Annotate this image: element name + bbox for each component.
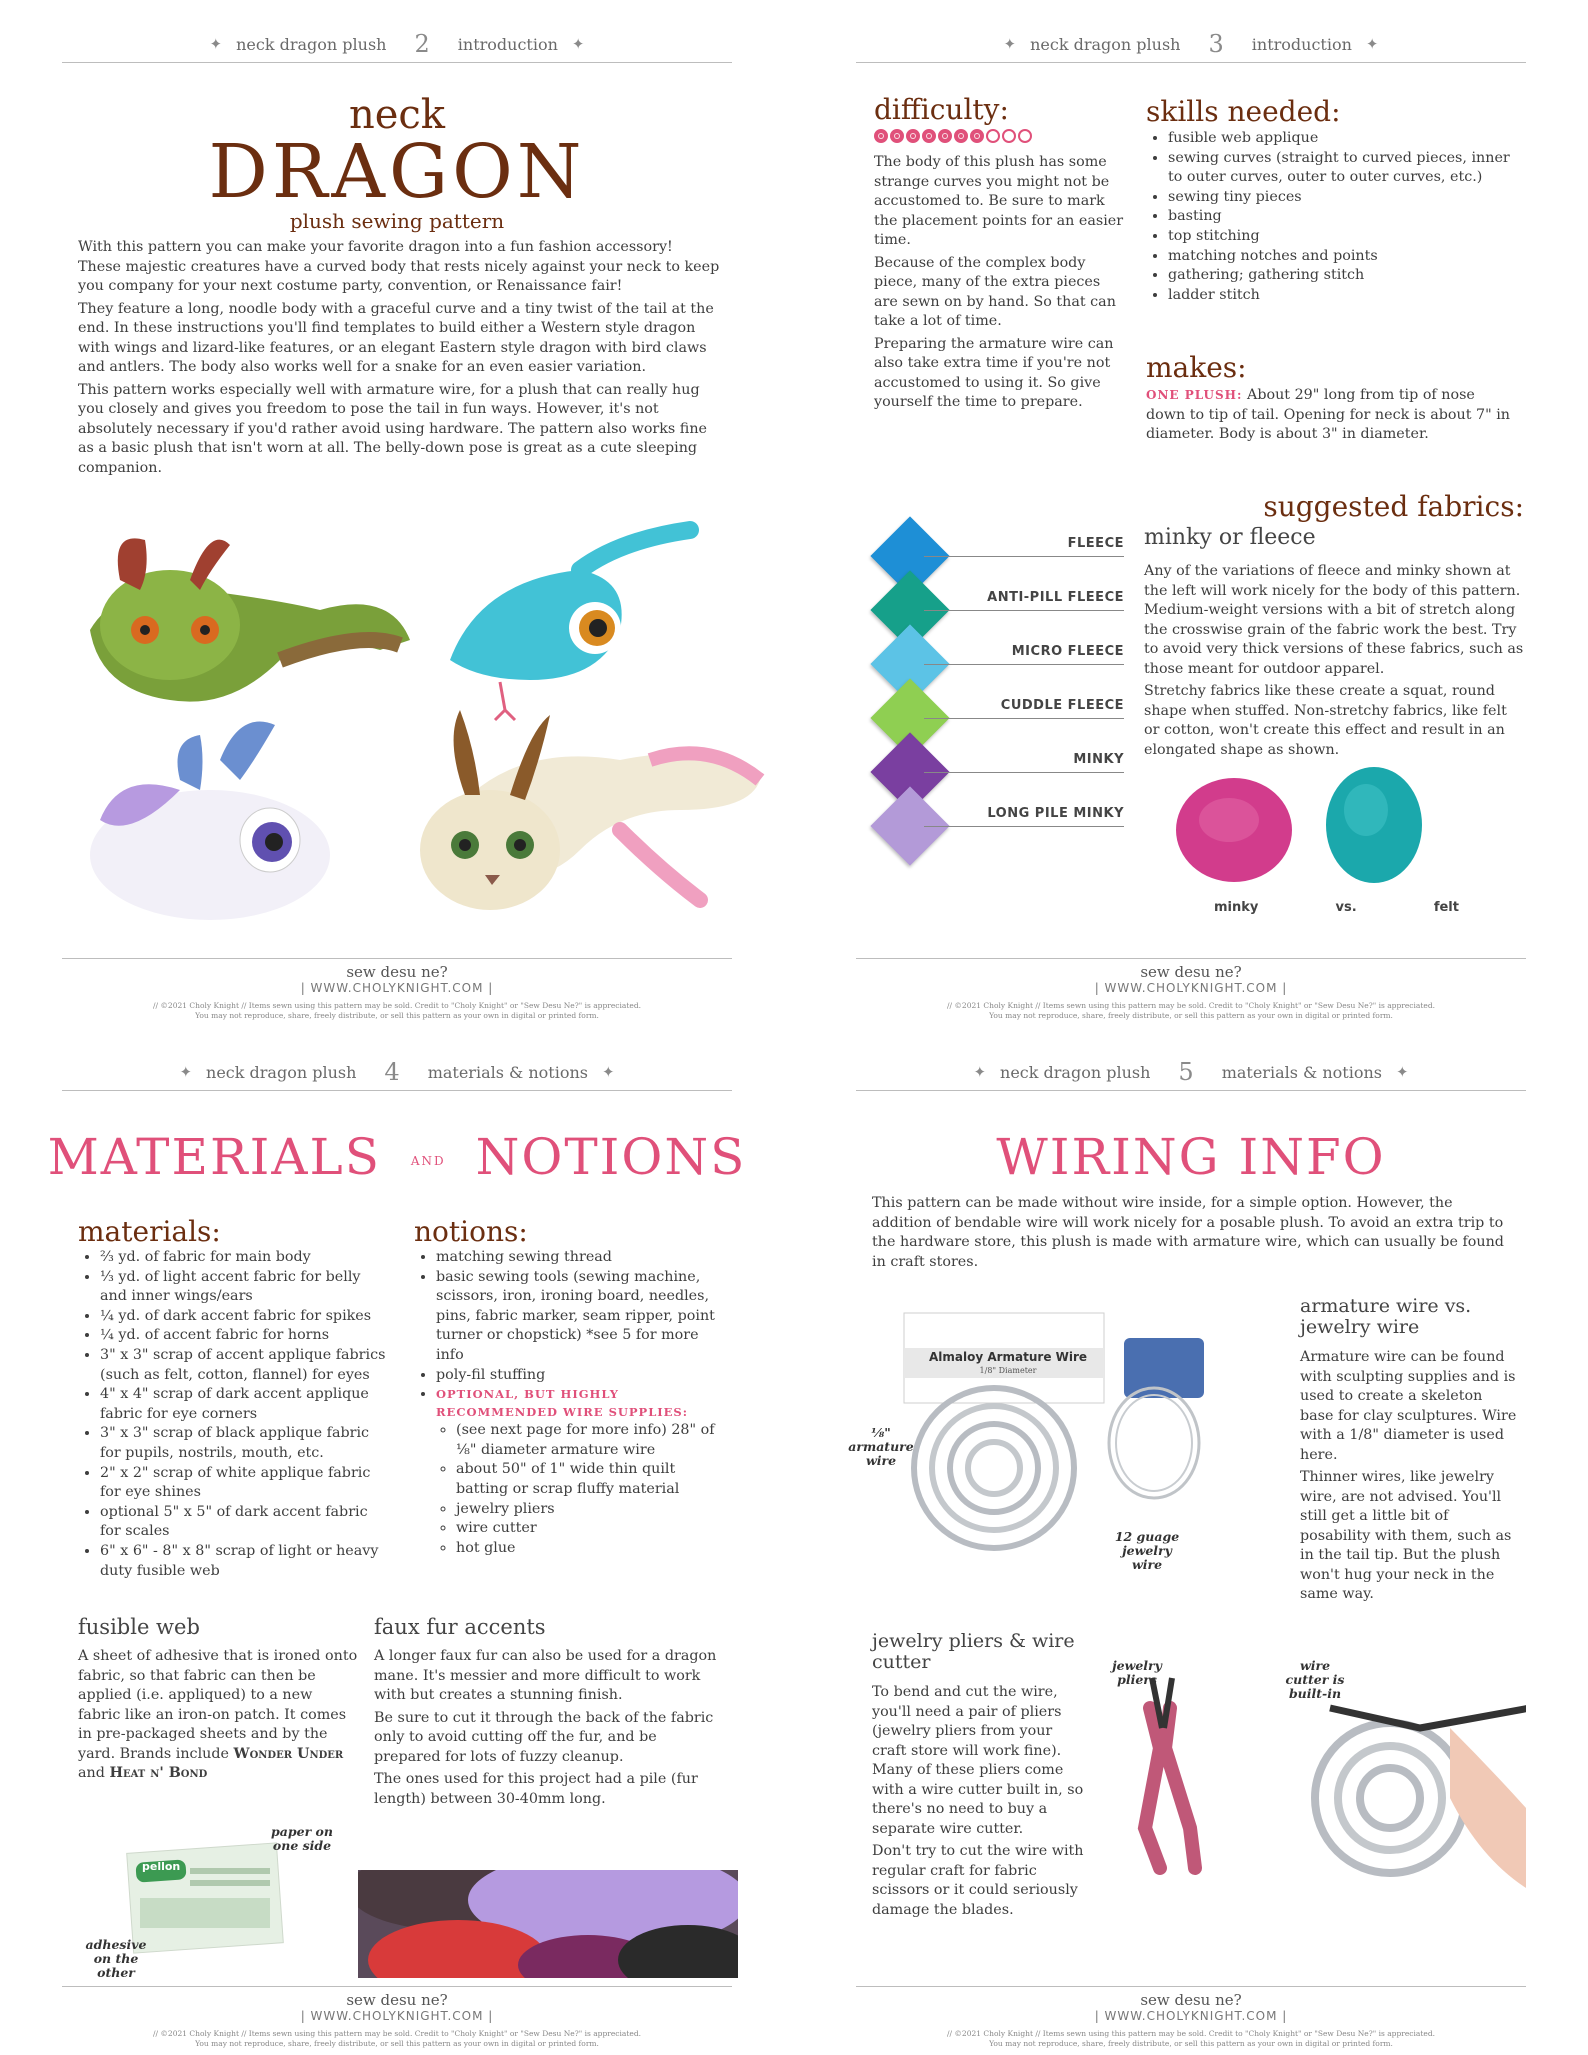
faux-fur-photo (358, 1870, 738, 1978)
page-title (0, 92, 794, 233)
list-item: • matching notches and points (1168, 247, 1526, 267)
callout-cutter: wire cutter is built-in (1285, 1658, 1345, 1701)
list-item: ◦ (see next page for more info) 28" of ⅛" diameter armature wire (456, 1421, 724, 1460)
fabrics-text (1144, 562, 1524, 763)
ornament-icon: ✦ (601, 1063, 615, 1081)
title-and: AND (410, 1154, 446, 1168)
rating-button-icon (938, 129, 952, 143)
page-footer (62, 958, 732, 1021)
list-item: • 3" x 3" scrap of black applique fabric for pupils, nostrils, mouth, etc. (100, 1424, 388, 1463)
ornament-icon: ✦ (973, 1063, 987, 1081)
paragraph: Be sure to cut it through the back of the fabric only to avoid cutting off the fur, and be prepared for lots of fuzzy cleanup. (374, 1709, 714, 1765)
dragon-photos (60, 510, 790, 950)
title-a: MATERIALS (47, 1128, 381, 1186)
label-minky: minky (1214, 900, 1259, 915)
page-title: WIRING INFO (996, 1128, 1386, 1186)
makes-value: About 29" long from tip of nose down to tip of tail. Opening for neck is about 7" in diameter. Body is about 3" in diameter. (1146, 387, 1511, 442)
header-right: introduction (457, 34, 558, 54)
page-header (62, 26, 732, 63)
makes-label: ONE PLUSH: (1146, 388, 1243, 402)
rating-button-icon (1002, 129, 1016, 143)
materials-title: materials: (78, 1215, 221, 1248)
optional-list (414, 1385, 724, 1558)
optional-label: OPTIONAL, BUT HIGHLY RECOMMENDED WIRE SUPPLIES: (436, 1387, 688, 1420)
white-dragon-photo (90, 722, 330, 920)
header-left: neck dragon plush (236, 34, 387, 54)
list-item: • 4" x 4" scrap of dark accent applique fabric for eye corners (100, 1385, 388, 1424)
ornament-icon: ✦ (209, 35, 223, 53)
paragraph: The ones used for this project had a pile (fur length) between 30-40mm long. (374, 1771, 698, 1807)
notions-list (414, 1248, 724, 1385)
cream-dragon-photo (420, 710, 760, 910)
rating-button-icon (1018, 129, 1032, 143)
wiring-intro: This pattern can be made without wire inside, for a simple option. However, the addition of bendable wire will work nicely for a posable plush. To avoid an extra trip to the hardware store, this plush is made with armature wire, which can usually be found in craft stores. (872, 1195, 1504, 1270)
armature-title: armature wire vs. jewelry wire (1300, 1295, 1472, 1338)
fusible-title: fusible web (78, 1615, 200, 1639)
page-number: 5 (1178, 1058, 1194, 1086)
label-vs: vs. (1335, 900, 1357, 915)
paragraph: Thinner wires, like jewelry wire, are not advised. You'll still get a little bit of posability with them, such as in the tail tip. But the plush won't hug your neck in the same way. (1300, 1469, 1512, 1602)
footer-brand: sew desu ne? (346, 963, 448, 981)
rating-button-icon (970, 129, 984, 143)
page-number: 3 (1208, 30, 1224, 58)
page-footer (856, 958, 1526, 1021)
list-item: • sewing tiny pieces (1168, 188, 1526, 208)
fusible-and: and (78, 1765, 105, 1781)
list-item: ◦ about 50" of 1" wide thin quilt batting or scrap fluffy material (456, 1460, 724, 1499)
list-item: • 3" x 3" scrap of accent applique fabrics (such as felt, cotton, flannel) for eyes (100, 1346, 388, 1385)
difficulty-text (874, 153, 1124, 413)
footer-legal: You may not reproduce, share, freely distribute, or sell this pattern as your own in digital or printed form. (195, 1011, 599, 1020)
paragraph: Don't try to cut the wire with regular craft for fabric scissors or it could seriously damage the blades. (872, 1843, 1084, 1918)
page-number: 4 (384, 1058, 400, 1086)
ornament-icon: ✦ (1003, 35, 1017, 53)
page-title (0, 1128, 794, 1186)
fabric-swatch-label: MINKY (1073, 752, 1124, 767)
footer-legal: // ©2021 Choly Knight // Items sewn using this pattern may be sold. Credit to "Choly Knight" or "Sew Desu Ne?" is appreciated. (152, 2029, 642, 2038)
faux-section (374, 1615, 719, 1812)
footer-site: | WWW.CHOLYKNIGHT.COM | (300, 981, 494, 995)
rating-button-icon (874, 129, 888, 143)
pellon-brand: pellon (142, 1860, 181, 1873)
paragraph: Because of the complex body piece, many of the extra pieces are sewn on by hand. So that can take a lot of time. (874, 254, 1116, 329)
compare-labels (1194, 900, 1494, 915)
title-line1: neck (348, 92, 446, 138)
header-right: materials & notions (1221, 1062, 1382, 1082)
page-footer (62, 1986, 732, 2049)
header-left: neck dragon plush (206, 1062, 357, 1082)
intro-text (78, 238, 720, 481)
list-item: ◦ jewelry pliers (456, 1500, 724, 1520)
materials-section (78, 1216, 388, 1581)
paragraph: With this pattern you can make your favorite dragon into a fun fashion accessory! These majestic creatures have a curved body that rests nicely against your neck to keep you company for your next costume party, convention, or Renaissance fair! (78, 239, 720, 294)
page-header (62, 1054, 732, 1091)
paragraph: Armature wire can be found with sculpting supplies and is used to create a skeleton base for clay sculptures. Wire with a 1/8" diameter is used here. (1300, 1349, 1517, 1463)
list-item: • basic sewing tools (sewing machine, scissors, iron, ironing board, needles, pins, fabric marker, seam ripper, point turner or chopstick) *see 5 for more info (436, 1268, 724, 1366)
ornament-icon: ✦ (179, 1063, 193, 1081)
list-item: • optional 5" x 5" of dark accent fabric for scales (100, 1503, 388, 1542)
swatch-leader-line (924, 556, 1124, 557)
header-left: neck dragon plush (1000, 1062, 1151, 1082)
paragraph: Stretchy fabrics like these create a squat, round shape when stuffed. Non-stretchy fabrics, like felt or cotton, won't create this effect and result in an elongated shape as shown. (1144, 683, 1507, 758)
list-item: • basting (1168, 207, 1526, 227)
paragraph: The body of this plush has some strange curves you might not be accustomed to. Be sure to mark the placement points for an easier time. (874, 154, 1124, 248)
fabric-swatch-label: ANTI-PILL FLEECE (987, 590, 1124, 605)
paragraph: To bend and cut the wire, you'll need a pair of pliers (jewelry pliers from your craft store will work fine). Many of these pliers come with a wire cutter built in, so there's no need to buy a separate wire cutter. (872, 1684, 1084, 1837)
minky-vs-felt-photo (1154, 765, 1534, 895)
header-left: neck dragon plush (1030, 34, 1181, 54)
ornament-icon: ✦ (571, 35, 585, 53)
list-item: • ¼ yd. of accent fabric for horns (100, 1326, 388, 1346)
callout-pliers: jewelry pliers (1112, 1658, 1162, 1687)
fabrics-title: suggested fabrics: (1263, 490, 1524, 523)
page-3 (794, 0, 1588, 1027)
footer-brand: sew desu ne? (346, 1991, 448, 2009)
skills-title: skills needed: (1146, 95, 1341, 128)
difficulty-section (874, 95, 1124, 416)
pkg-sub: 1/8" Diameter (979, 1366, 1037, 1375)
brand-heat-n-bond: Heat n' Bond (109, 1765, 208, 1781)
swatch-leader-line (924, 718, 1124, 719)
ornament-icon: ✦ (1365, 35, 1379, 53)
makes-text (1146, 386, 1516, 445)
list-item: ◦ wire cutter (456, 1519, 724, 1539)
wire-list (436, 1421, 724, 1558)
rating-button-icon (954, 129, 968, 143)
fusible-text (78, 1647, 358, 1784)
footer-legal: // ©2021 Choly Knight // Items sewn using this pattern may be sold. Credit to "Choly Knight" or "Sew Desu Ne?" is appreciated. (946, 2029, 1436, 2038)
fabric-swatch-row (864, 790, 1134, 854)
page-number: 2 (414, 30, 430, 58)
list-item: ◦ hot glue (456, 1539, 724, 1559)
list-item: • 6" x 6" - 8" x 8" scrap of light or heavy duty fusible web (100, 1542, 388, 1581)
armature-section (1300, 1296, 1520, 1608)
footer-legal: You may not reproduce, share, freely distribute, or sell this pattern as your own in digital or printed form. (989, 1011, 1393, 1020)
paragraph: Preparing the armature wire can also take extra time if you're not accustomed to using it. So give yourself the time to prepare. (874, 335, 1114, 410)
list-item: • ¼ yd. of dark accent fabric for spikes (100, 1307, 388, 1327)
paragraph: A longer faux fur can also be used for a dragon mane. It's messier and more difficult to work with but creates a stunning finish. (374, 1648, 717, 1703)
footer-brand: sew desu ne? (1140, 1991, 1242, 2009)
footer-site: | WWW.CHOLYKNIGHT.COM | (1094, 2009, 1288, 2023)
armature-text (1300, 1348, 1520, 1605)
page-header (856, 26, 1526, 63)
faux-text (374, 1647, 719, 1809)
list-item: • sewing curves (straight to curved pieces, inner to outer curves, outer to outer curves, etc.) (1168, 149, 1526, 188)
swatch-leader-line (924, 664, 1124, 665)
list-item: • ⅓ yd. of light accent fabric for belly and inner wings/ears (100, 1268, 388, 1307)
callout-adhesive: adhesive on the other (85, 1937, 147, 1980)
header-right: introduction (1251, 34, 1352, 54)
faux-title: faux fur accents (374, 1615, 546, 1639)
brand-wonder-under: Wonder Under (233, 1745, 344, 1762)
pliers-photo (1090, 1668, 1526, 1888)
swatch-leader-line (924, 826, 1124, 827)
pliers-text (872, 1683, 1087, 1920)
header-right: materials & notions (427, 1062, 588, 1082)
fabric-swatch-label: FLEECE (1067, 536, 1124, 551)
blue-snake-photo (450, 530, 690, 720)
footer-legal: // ©2021 Choly Knight // Items sewn using this pattern may be sold. Credit to "Choly Knight" or "Sew Desu Ne?" is appreciated. (946, 1001, 1436, 1010)
paragraph: They feature a long, noodle body with a graceful curve and a tiny twist of the tail at the end. In these instructions you'll find templates to build either a Western style dragon with wings and lizard-like features, or an elegant Eastern style dragon with bird claws and antlers. The body also works well for a snake for an even easier variation. (78, 300, 714, 375)
notions-title: notions: (414, 1215, 528, 1248)
page-5 (794, 1028, 1588, 2055)
list-item (436, 1385, 724, 1558)
list-item: • poly-fil stuffing (436, 1366, 724, 1386)
pkg-label: Almaloy Armature Wire (928, 1350, 1088, 1364)
footer-legal: You may not reproduce, share, freely distribute, or sell this pattern as your own in digital or printed form. (195, 2039, 599, 2048)
list-item: • ladder stitch (1168, 286, 1526, 306)
page-footer (856, 1986, 1526, 2049)
callout-jewelry-wire: 12 guage jewelry wire (1114, 1529, 1180, 1572)
list-item: • gathering; gathering stitch (1168, 266, 1526, 286)
page-2 (0, 0, 794, 1027)
paragraph: This pattern works especially well with armature wire, for a plush that can really hug you closely and gives you freedom to pose the tail in fun ways. However, it's not absolutely necessary if you'd rather avoid using hardware. The pattern also works fine as a basic plush that isn't worn at all. The belly-down pose is great as a cute sleeping companion. (78, 381, 708, 476)
fabric-swatch-label: CUDDLE FLEECE (1000, 698, 1124, 713)
rating-button-icon (890, 129, 904, 143)
page-4 (0, 1028, 794, 2055)
list-item: • 2" x 2" scrap of white applique fabric for eye shines (100, 1464, 388, 1503)
pliers-title: jewelry pliers & wire cutter (872, 1630, 1075, 1673)
rating-button-icon (986, 129, 1000, 143)
page-header (856, 1054, 1526, 1091)
materials-list (78, 1248, 388, 1581)
rating-button-icon (906, 129, 920, 143)
list-item: • fusible web applique (1168, 129, 1526, 149)
makes-title: makes: (1146, 351, 1247, 384)
notions-section (414, 1216, 724, 1558)
footer-legal: You may not reproduce, share, freely distribute, or sell this pattern as your own in digital or printed form. (989, 2039, 1393, 2048)
callout-paper: paper on one side (271, 1824, 333, 1853)
fabric-swatch-label: LONG PILE MINKY (987, 806, 1124, 821)
footer-brand: sew desu ne? (1140, 963, 1242, 981)
callout-armature: ⅛" armature wire (848, 1425, 914, 1468)
footer-legal: // ©2021 Choly Knight // Items sewn using this pattern may be sold. Credit to "Choly Knight" or "Sew Desu Ne?" is appreciated. (152, 1001, 642, 1010)
label-felt: felt (1433, 900, 1459, 915)
pliers-section (872, 1631, 1087, 1923)
list-item: • ⅔ yd. of fabric for main body (100, 1248, 388, 1268)
fabrics-subtitle: minky or fleece (1144, 525, 1316, 550)
footer-site: | WWW.CHOLYKNIGHT.COM | (300, 2009, 494, 2023)
difficulty-title: difficulty: (874, 93, 1009, 126)
rating-button-icon (922, 129, 936, 143)
title-line2: DRAGON (208, 129, 586, 215)
list-item: • top stitching (1168, 227, 1526, 247)
title-line3: plush sewing pattern (289, 209, 505, 233)
title-b: NOTIONS (475, 1128, 747, 1186)
fusible-section (78, 1615, 358, 1784)
fabric-swatches (864, 520, 1134, 900)
swatch-leader-line (924, 610, 1124, 611)
fabric-swatch-label: MICRO FLEECE (1011, 644, 1124, 659)
skills-section (1146, 95, 1526, 305)
paragraph: Any of the variations of fleece and minky shown at the left will work nicely for the body of this pattern. Medium-weight versions with a bit of stretch along the crosswise grain of the fabric work the best. Try to avoid very thick versions of these fabrics, such as those meant for outdoor apparel. (1144, 563, 1524, 677)
difficulty-rating (874, 129, 1124, 143)
green-dragon-photo (90, 538, 410, 701)
swatch-leader-line (924, 772, 1124, 773)
ornament-icon: ✦ (1395, 1063, 1409, 1081)
fusible-desc: A sheet of adhesive that is ironed onto fabric, so that fabric can then be applied (i.e. appliqued) to a new fabric like an iron-on patch. It comes in pre-packaged sheets and by the yard. Brands include (78, 1648, 358, 1762)
list-item: • matching sewing thread (436, 1248, 724, 1268)
skills-list (1146, 129, 1526, 305)
footer-site: | WWW.CHOLYKNIGHT.COM | (1094, 981, 1288, 995)
makes-section (1146, 350, 1516, 445)
